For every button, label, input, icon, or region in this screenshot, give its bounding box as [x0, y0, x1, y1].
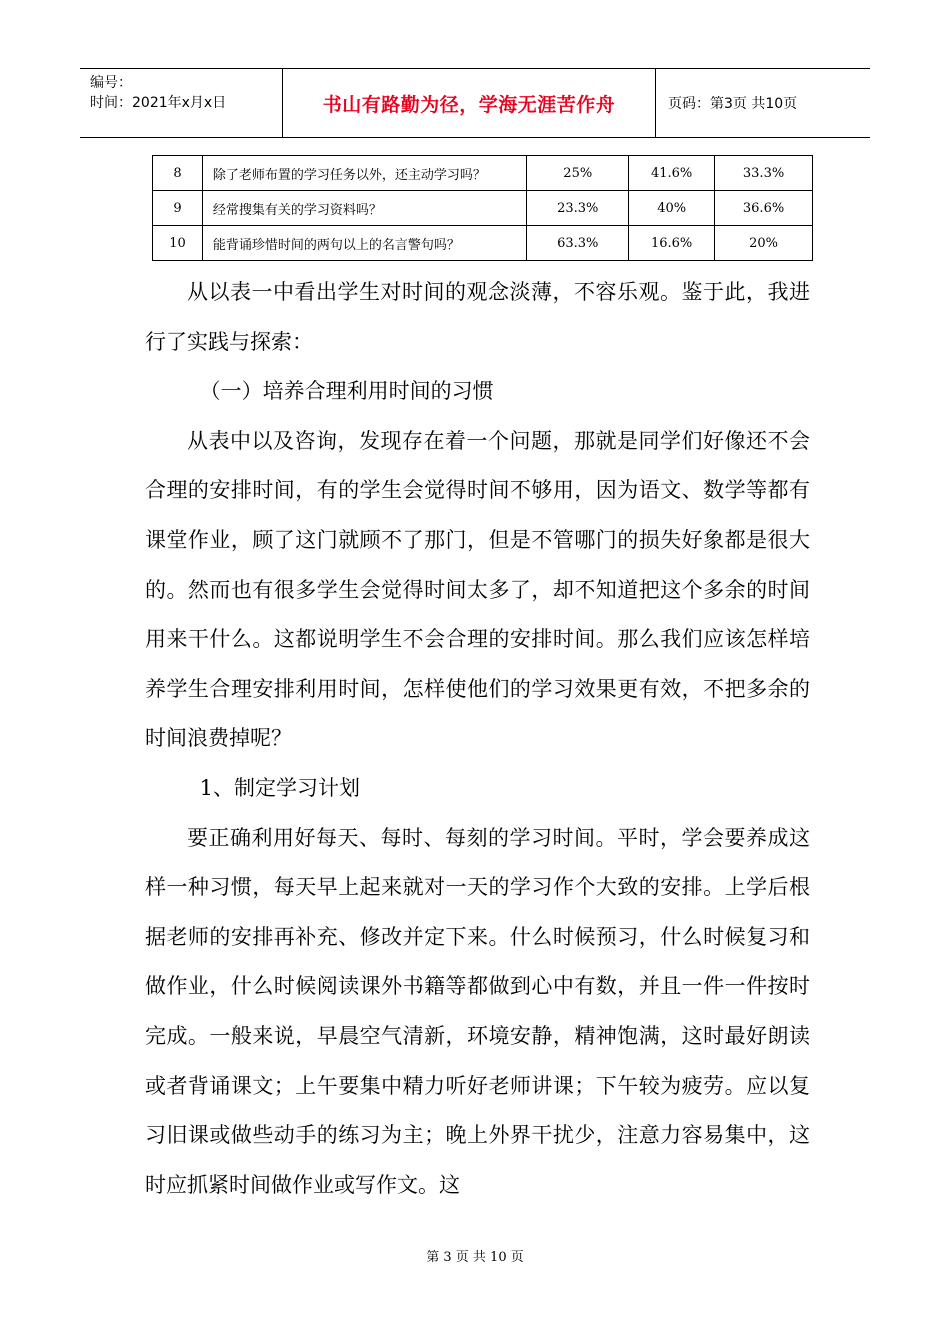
- header-meta: [80, 69, 283, 137]
- document-number-label: 编号：: [90, 75, 132, 91]
- row-number: 10: [153, 226, 203, 261]
- row-number: 9: [153, 191, 203, 226]
- row-percent-a: 63.3%: [527, 226, 629, 261]
- row-percent-b: 40%: [629, 191, 715, 226]
- row-percent-a: 23.3%: [527, 191, 629, 226]
- header-page-info: 页码：第3页 共10页: [668, 96, 798, 112]
- row-question: 经常搜集有关的学习资料吗？: [202, 191, 526, 226]
- row-percent-c: 36.6%: [715, 191, 813, 226]
- table-row: [153, 226, 813, 261]
- table-row: [153, 191, 813, 226]
- section-heading: （一）培养合理利用时间的习惯: [199, 379, 494, 404]
- table-row: [153, 156, 813, 191]
- row-percent-b: 16.6%: [629, 226, 715, 261]
- row-number: 8: [153, 156, 203, 191]
- row-percent-a: 25%: [527, 156, 629, 191]
- page-header: [80, 68, 870, 138]
- paragraph-study-plan: 要正确利用好每天、每时、每刻的学习时间。平时，学会要养成这样一种习惯，每天早上起来就对一天的学习作个大致的安排。上学后根据老师的安排再补充、修改并定下来。什么时候预习，什么时候复习和做作业，什么时候阅读课外书籍等都做到心中有数，并且一件一件按时完成。一般来说，早晨空气清新，环境安静，精神饱满，这时最好朗读或者背诵课文；上午要集中精力听好老师讲课；下午较为疲劳。应以复习旧课或做些动手的练习为主；晚上外界干扰少，注意力容易集中，这时应抓紧时间做作业或写作文。这: [145, 825, 810, 1197]
- paragraph-problem: 从表中以及咨询，发现存在着一个问题，那就是同学们好像还不会合理的安排时间，有的学生会觉得时间不够用，因为语文、数学等都有课堂作业，顾了这门就顾不了那门，但是不管哪门的损失好象都是很大的。然而也有很多学生会觉得时间太多了，却不知道把这个多余的时间用来干什么。这都说明学生不会合理的安排时间。那么我们应该怎样培养学生合理安排利用时间，怎样使他们的学习效果更有效，不把多余的时间浪费掉呢？: [145, 428, 810, 751]
- row-percent-c: 33.3%: [715, 156, 813, 191]
- row-percent-c: 20%: [715, 226, 813, 261]
- paragraph-summary: 从以表一中看出学生对时间的观念淡薄，不容乐观。鉴于此，我进行了实践与探索：: [145, 280, 810, 354]
- document-time-label: 时间：2021年x月x日: [90, 95, 227, 111]
- body-content: [145, 268, 810, 1210]
- row-percent-b: 41.6%: [629, 156, 715, 191]
- row-question: 能背诵珍惜时间的两句以上的名言警句吗？: [202, 226, 526, 261]
- subsection-heading: 1、制定学习计划: [199, 775, 360, 800]
- page-footer: 第 3 页 共 10 页: [426, 1250, 524, 1265]
- row-question: 除了老师布置的学习任务以外，还主动学习吗？: [202, 156, 526, 191]
- header-motto: 书山有路勤为径，学海无涯苦作舟: [283, 69, 656, 137]
- survey-table: [152, 155, 813, 261]
